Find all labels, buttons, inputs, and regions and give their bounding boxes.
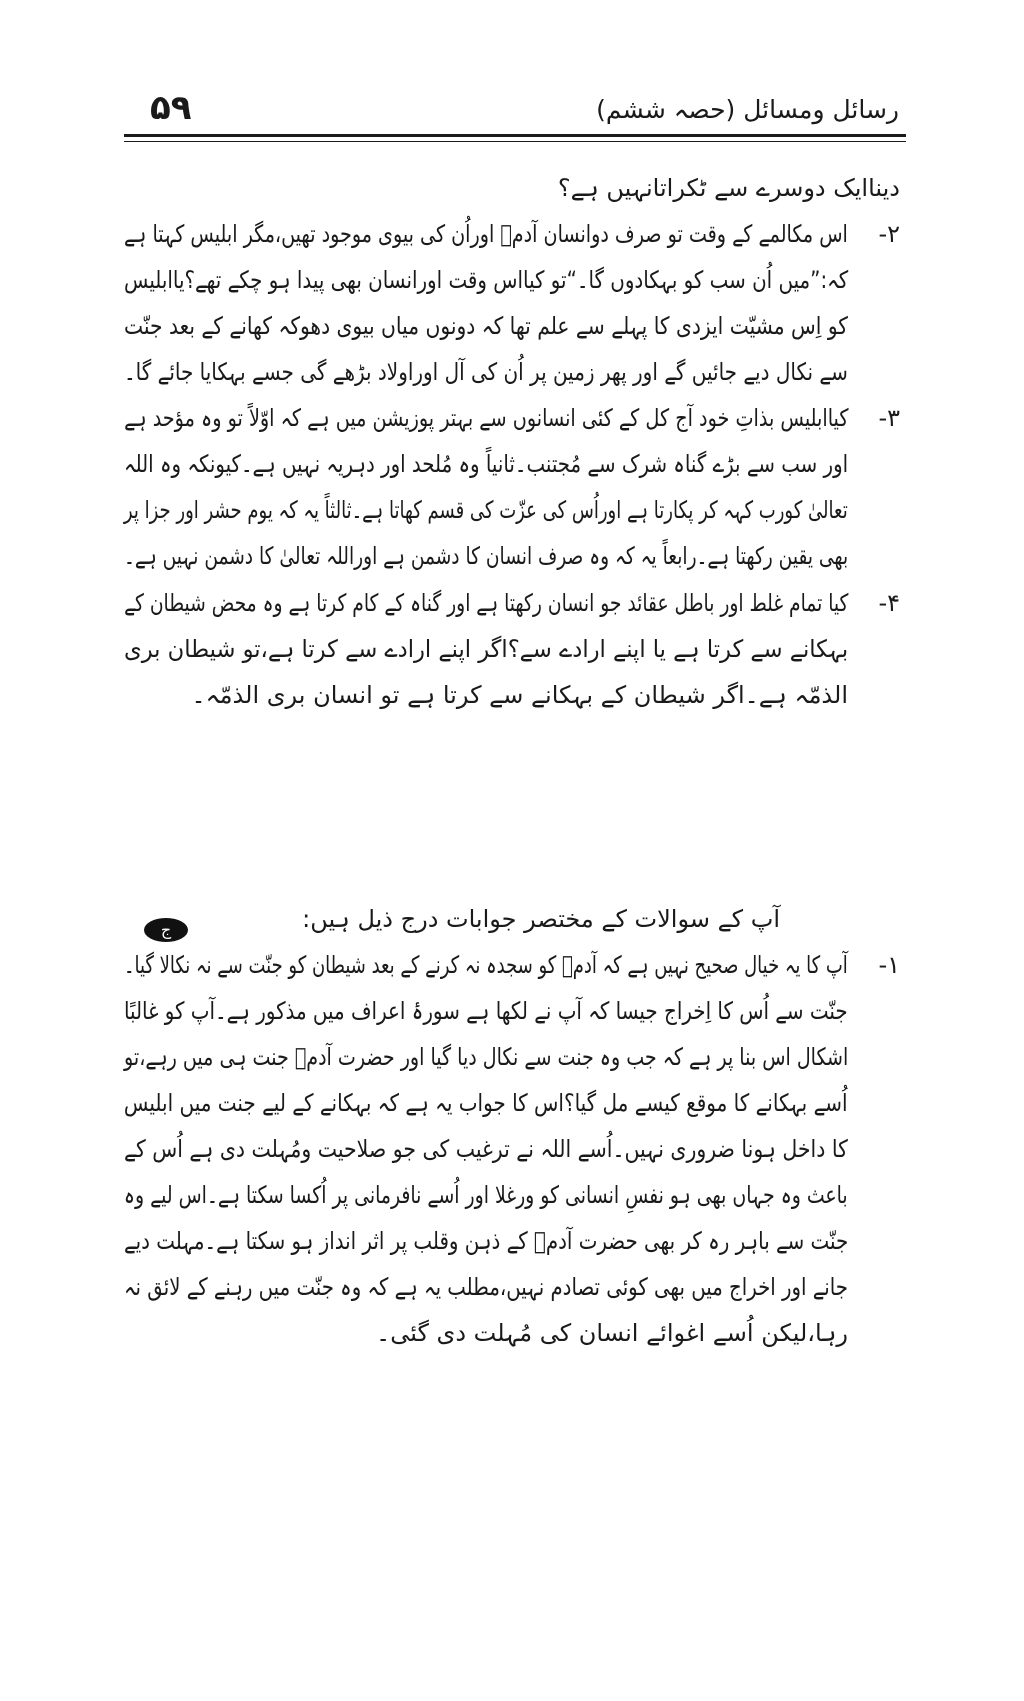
text-line: بہکانے سے کرتا ہے یا اپنے ارادے سے؟اگر اپنے ارادے سے کرتا ہے،تو شیطان بری [123, 635, 848, 663]
text-line: اور سب سے بڑے گناہ شرک سے مُجتنب۔ثانیاً وہ مُلحد اور دہریہ نہیں ہے۔کیونکہ وہ اللہ [123, 450, 848, 478]
answer-number-1: ۱- [878, 951, 900, 979]
answer-intro: آپ کے سوالات کے مختصر جوابات درج ذیل ہیں: [302, 905, 780, 933]
text-line: سے نکال دیے جائیں گے اور پھر زمین پر اُن کی آل اوراولاد بڑھے گی جسے بہکایا جائے گا۔ [124, 358, 848, 386]
text-line: کیا تمام غلط اور باطل عقائد جو انسان رکھتا ہے اور گناہ کے کام کرتا ہے وہ محض شیطان کے [123, 589, 848, 617]
text-line: باعث وہ جہاں بھی ہو نفسِ انسانی کو ورغلا اور اُسے نافرمانی پر اُکسا سکتا ہے۔اس لیے وہ [124, 1181, 848, 1209]
text-line: کا داخل ہونا ضروری نہیں۔اُسے اللہ نے ترغیب کی جو صلاحیت ومُہلت دی ہے اُس کے [124, 1135, 848, 1163]
text-line: اشکال اس بنا پر ہے کہ جب وہ جنت سے نکال دیا گیا اور حضرت آدمؑ جنت ہی میں رہے،تو [123, 1043, 848, 1071]
text-line: آپ کا یہ خیال صحیح نہیں ہے کہ آدمؑ کو سجدہ نہ کرنے کے بعد شیطان کو جنّت سے نہ نکالا گیا۔ [124, 951, 848, 979]
question-number-4: ۴- [878, 589, 900, 617]
text-line: جنّت سے اُس کا اِخراج جیسا کہ آپ نے لکھا ہے سورۂ اعراف میں مذکور ہے۔آپ کو غالبًا [124, 997, 848, 1025]
text-line: رہا،لیکن اُسے اغوائے انسان کی مُہلت دی گئی۔ [376, 1319, 848, 1347]
running-header-title: رسائل ومسائل (حصہ ششم) [596, 95, 899, 124]
question-number-3: ۳- [878, 404, 900, 432]
text-line: جنّت سے باہر رہ کر بھی حضرت آدمؑ کے ذہن وقلب پر اثر انداز ہو سکتا ہے۔مہلت دیے [123, 1227, 848, 1255]
page-number: ۵۹ [150, 88, 192, 128]
header-rule-thin [124, 141, 906, 142]
text-line: دیناایک دوسرے سے ٹکراتانہیں ہے؟ [557, 174, 900, 202]
text-line: کہ:”میں اُن سب کو بہکادوں گا۔“تو کیااس وقت اورانسان بھی پیدا ہو چکے تھے؟یاابلیس [123, 266, 848, 294]
text-line: اُسے بہکانے کا موقع کیسے مل گیا؟اس کا جواب یہ ہے کہ بہکانے کے لیے جنت میں ابلیس [124, 1089, 848, 1117]
question-number-2: ۲- [878, 220, 900, 248]
text-line: بھی یقین رکھتا ہے۔رابعاً یہ کہ وہ صرف انسان کا دشمن ہے اوراللہ تعالیٰ کا دشمن نہیں ہے۔ [123, 542, 848, 570]
text-line: اس مکالمے کے وقت تو صرف دوانسان آدمؑ اوراُن کی بیوی موجود تھیں،مگر ابلیس کہتا ہے [124, 220, 848, 248]
text-line: تعالیٰ کورب کہہ کر پکارتا ہے اوراُس کی عزّت کی قسم کھاتا ہے۔ثالثاً یہ کہ یوم حشر اور جزا پر [124, 496, 848, 524]
text-line: جانے اور اخراج میں بھی کوئی تصادم نہیں،مطلب یہ ہے کہ وہ جنّت میں رہنے کے لائق نہ [124, 1273, 848, 1301]
text-line: کیاابلیس بذاتِ خود آج کل کے کئی انسانوں سے بہتر پوزیشن میں ہے کہ اوّلاً تو وہ مؤحد ہے [123, 404, 848, 432]
text-line: کو اِس مشیّت ایزدی کا پہلے سے علم تھا کہ دونوں میاں بیوی دھوکہ کھانے کے بعد جنّت [124, 312, 848, 340]
text-line: الذمّہ ہے۔اگر شیطان کے بہکانے سے کرتا ہے تو انسان بری الذمّہ۔ [191, 681, 848, 709]
header-rule-thick [124, 134, 906, 137]
answer-badge: ج [144, 918, 188, 942]
